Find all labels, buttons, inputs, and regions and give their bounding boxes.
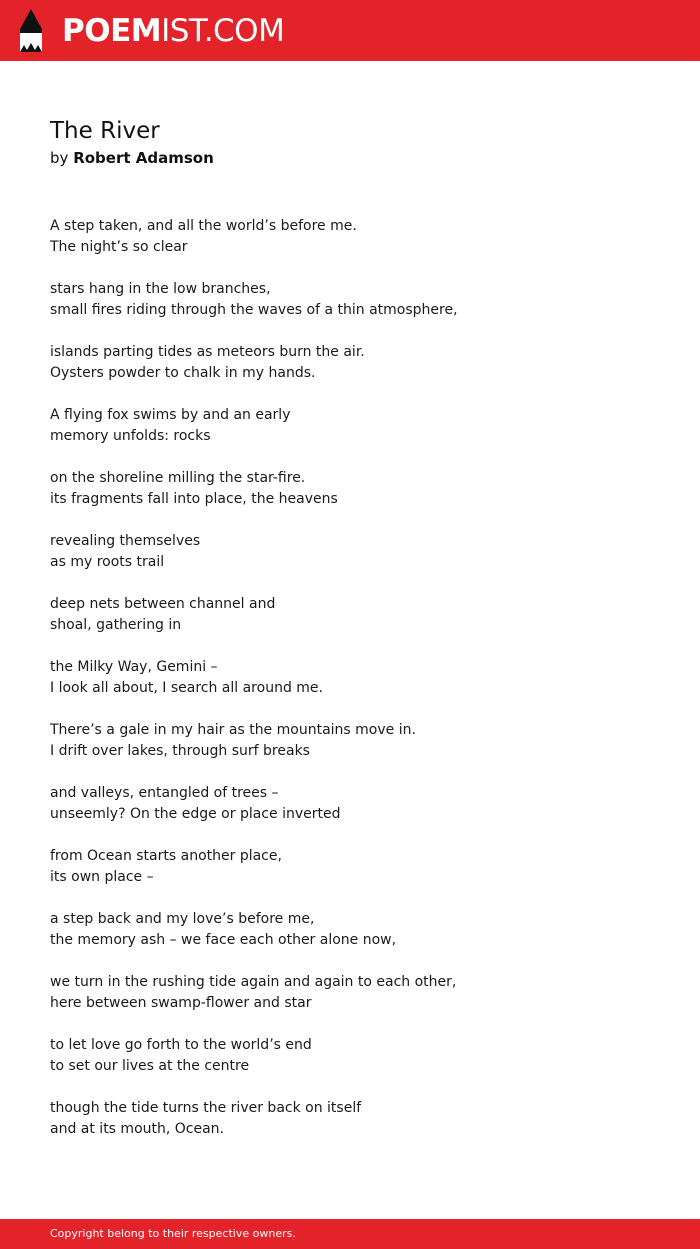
poem-line: stars hang in the low branches, — [50, 281, 271, 297]
poem-line: deep nets between channel and — [50, 596, 276, 612]
poem-content — [50, 116, 650, 1161]
stanza — [50, 468, 650, 510]
poem-byline — [50, 146, 650, 170]
poem-line: as my roots trail — [50, 554, 165, 570]
poem-line: A flying fox swims by and an early — [50, 407, 291, 423]
poem-body — [50, 216, 650, 1140]
logo-light-text: IST.COM — [161, 13, 285, 49]
poem-line: islands parting tides as meteors burn the air. — [50, 344, 365, 360]
poem-line: memory unfolds: rocks — [50, 428, 211, 444]
site-logo[interactable] — [62, 11, 284, 51]
poem-line: and valleys, entangled of trees – — [50, 785, 279, 801]
poem-title: The River — [50, 118, 160, 144]
logo-strong-text: POEM — [62, 13, 162, 49]
site-header — [0, 0, 700, 61]
poem-line: to set our lives at the centre — [50, 1058, 250, 1074]
stanza — [50, 216, 650, 258]
poem-line: the Milky Way, Gemini – — [50, 659, 218, 675]
stanza — [50, 1098, 650, 1140]
poem-line: unseemly? On the edge or place inverted — [50, 806, 341, 822]
poem-line: we turn in the rushing tide again and again to each other, — [50, 974, 457, 990]
stanza — [50, 405, 650, 447]
poem-line: to let love go forth to the world’s end — [50, 1037, 312, 1053]
poem-line: and at its mouth, Ocean. — [50, 1121, 225, 1137]
site-footer — [0, 1219, 700, 1249]
poem-line: on the shoreline milling the star-fire. — [50, 470, 306, 486]
stanza — [50, 972, 650, 1014]
stanza — [50, 342, 650, 384]
poem-line: its fragments fall into place, the heavens — [50, 491, 338, 507]
stanza — [50, 531, 650, 573]
poem-line: I look all about, I search all around me. — [50, 680, 323, 696]
stanza — [50, 279, 650, 321]
poem-line: I drift over lakes, through surf breaks — [50, 743, 310, 759]
stanza — [50, 846, 650, 888]
poem-line: from Ocean starts another place, — [50, 848, 282, 864]
stanza — [50, 909, 650, 951]
stanza — [50, 720, 650, 762]
poem-line: There’s a gale in my hair as the mountains move in. — [50, 722, 416, 738]
poem-line: The night’s so clear — [50, 239, 188, 255]
poem-line: A step taken, and all the world’s before me. — [50, 218, 357, 234]
poem-line: revealing themselves — [50, 533, 201, 549]
pencil-icon[interactable] — [18, 9, 44, 52]
stanza — [50, 783, 650, 825]
poem-line: shoal, gathering in — [50, 617, 182, 633]
poem-line: Oysters powder to chalk in my hands. — [50, 365, 316, 381]
poem-line: small fires riding through the waves of a thin atmosphere, — [50, 302, 458, 318]
stanza — [50, 657, 650, 699]
poem-line: though the tide turns the river back on itself — [50, 1100, 362, 1116]
stanza — [50, 594, 650, 636]
stanza — [50, 1035, 650, 1077]
poem-author: Robert Adamson — [73, 149, 214, 167]
poem-line: a step back and my love’s before me, — [50, 911, 315, 927]
by-label: by — [50, 149, 69, 167]
poem-line: here between swamp-flower and star — [50, 995, 312, 1011]
copyright-text: Copyright belong to their respective owners. — [50, 1227, 296, 1240]
poem-line: the memory ash – we face each other alone now, — [50, 932, 397, 948]
poem-line: its own place – — [50, 869, 154, 885]
